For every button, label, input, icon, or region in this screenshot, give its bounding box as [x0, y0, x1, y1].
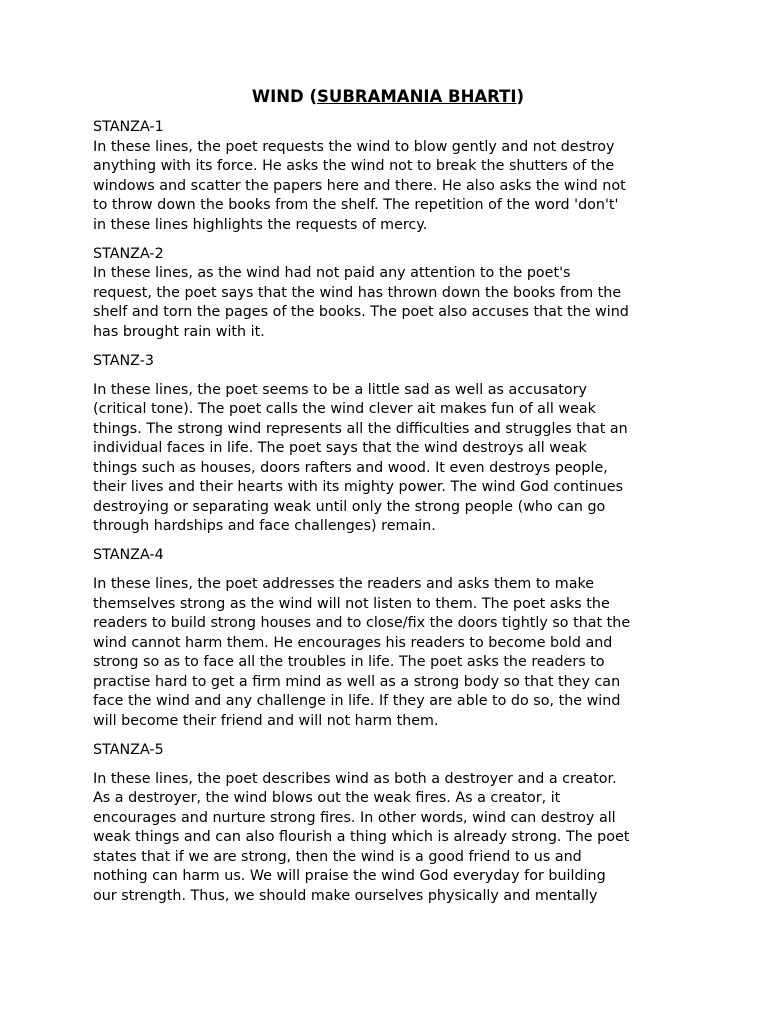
paragraph-line: practise hard to get a firm mind as well as a strong body so that they can [93, 673, 621, 690]
paragraph-line: windows and scatter the papers here and there. He also asks the wind not [93, 177, 626, 194]
paragraph-line: things. The strong wind represents all the difficulties and struggles that an [93, 420, 628, 437]
stanza-4-paragraph [93, 575, 683, 731]
paragraph-line: things such as houses, doors rafters and wood. It even destroys people, [93, 459, 608, 476]
paragraph-line: nothing can harm us. We will praise the wind God everyday for building [93, 868, 606, 884]
paragraph-line: In these lines, the poet describes wind as both a destroyer and a creator. [93, 770, 617, 787]
stanza-5-heading: STANZA-5 [93, 741, 164, 758]
paragraph-line: wind cannot harm them. He encourages his readers to become bold and [93, 634, 613, 651]
stanza-3-paragraph [93, 381, 683, 537]
paragraph-line: In these lines, the poet requests the wind to blow gently and not destroy [93, 138, 615, 155]
paragraph-line: anything with its force. He asks the wind not to break the shutters of the [93, 158, 615, 174]
stanza-2-section [93, 245, 683, 343]
paragraph-line: shelf and torn the pages of the books. The poet also accuses that the wind [93, 304, 629, 320]
paragraph-line: face the wind and any challenge in life. If they are able to do so, the wind [93, 693, 621, 709]
stanza-4-heading: STANZA-4 [93, 547, 164, 563]
paragraph-line: through hardships and face challenges) remain. [93, 518, 436, 534]
paragraph-line: (critical tone). The poet calls the wind clever ait makes fun of all weak [93, 401, 596, 417]
paragraph-line: As a destroyer, the wind blows out the weak fires. As a creator, it [93, 790, 561, 806]
stanza-3-section [93, 352, 683, 537]
paragraph-line: states that if we are strong, then the wind is a good friend to us and [93, 848, 582, 865]
paragraph-line: readers to build strong houses and to close/fix the doors tightly so that the [93, 615, 631, 631]
paragraph-line: to throw down the books from the shelf. The repetition of the word 'don't' [93, 197, 619, 213]
stanza-1-heading: STANZA-1 [93, 119, 164, 135]
paragraph-line: themselves strong as the wind will not listen to them. The poet asks the [93, 595, 610, 612]
title-author: SUBRAMANIA BHARTI [317, 87, 517, 106]
document-title [93, 86, 683, 108]
stanza-5-paragraph [93, 770, 683, 907]
stanza-2-heading: STANZA-2 [93, 245, 164, 262]
paragraph-line: In these lines, as the wind had not paid any attention to the poet's [93, 265, 571, 281]
title-prefix: WIND ( [251, 87, 318, 106]
stanza-5-section [93, 741, 683, 907]
paragraph-line: encourages and nurture strong fires. In other words, wind can destroy all [93, 809, 616, 826]
title-suffix: ) [516, 87, 525, 106]
paragraph-line: their lives and their hearts with its mighty power. The wind God continues [93, 479, 624, 495]
paragraph-line: weak things and can also flourish a thing which is already strong. The poet [93, 829, 630, 845]
paragraph-line: request, the poet says that the wind has thrown down the books from the [93, 284, 622, 301]
paragraph-line: our strength. Thus, we should make ourselves physically and mentally [93, 887, 598, 904]
stanza-2-paragraph [93, 264, 683, 342]
stanza-4-section [93, 546, 683, 731]
paragraph-line: has brought rain with it. [93, 323, 265, 340]
stanza-1-section [93, 118, 683, 235]
paragraph-line: destroying or separating weak until only the strong people (who can go [93, 498, 606, 515]
paragraph-line: individual faces in life. The poet says that the wind destroys all weak [93, 440, 587, 456]
stanza-1-paragraph [93, 138, 683, 236]
paragraph-line: in these lines highlights the requests of mercy. [93, 216, 428, 233]
paragraph-line: In these lines, the poet addresses the readers and asks them to make [93, 576, 595, 592]
paragraph-line: will become their friend and will not harm them. [93, 712, 439, 729]
stanza-3-heading: STANZ-3 [93, 352, 154, 369]
paragraph-line: strong so as to face all the troubles in life. The poet asks the readers to [93, 654, 605, 670]
document-page [93, 86, 683, 916]
paragraph-line: In these lines, the poet seems to be a little sad as well as accusatory [93, 381, 587, 398]
